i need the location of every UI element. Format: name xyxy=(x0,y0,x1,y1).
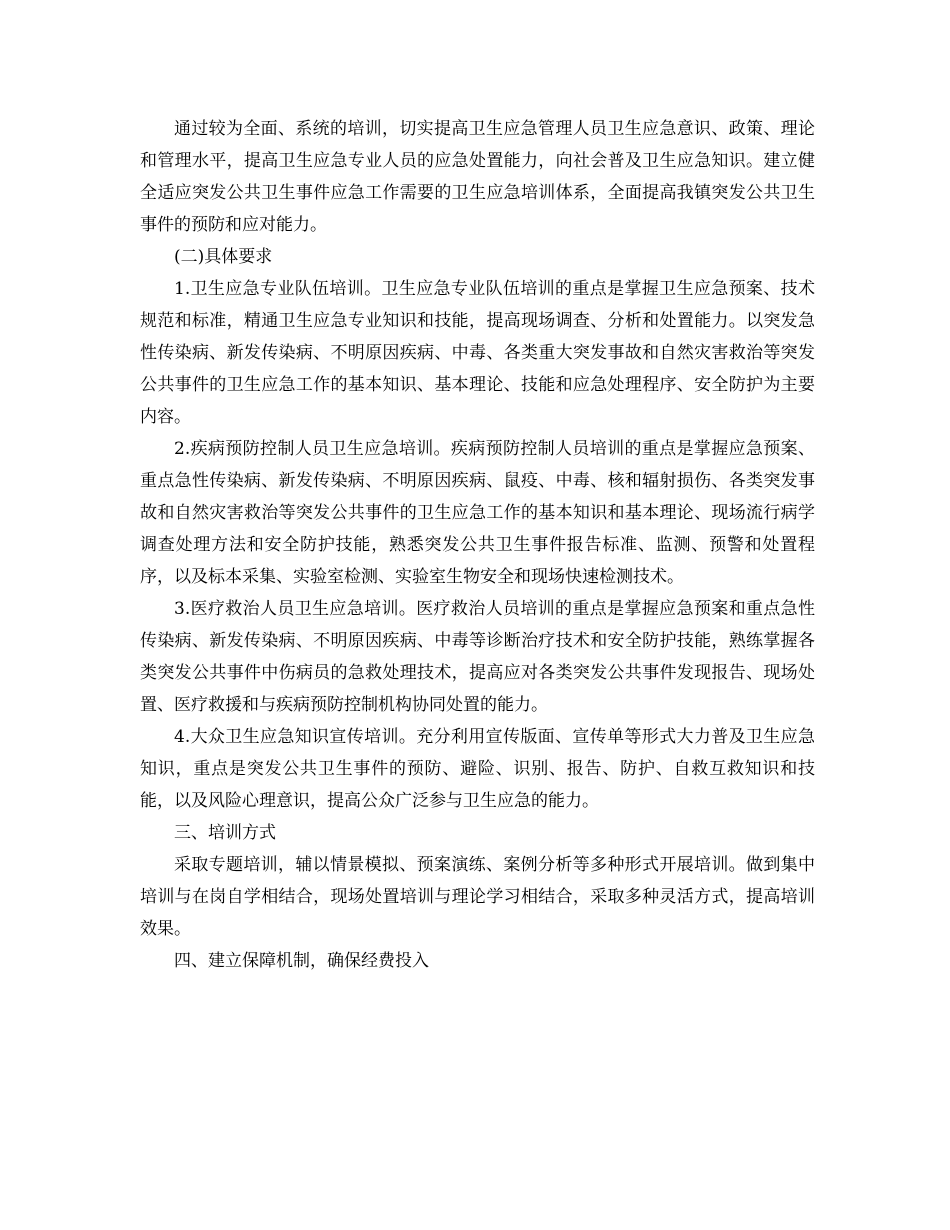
paragraph-professional-team-training: 1.卫生应急专业队伍培训。卫生应急专业队伍培训的重点是掌握卫生应急预案、技术规范和标准，精通卫生应急专业知识和技能，提高现场调查、分析和处置能力。以突发急性传染病、新发传染病、不明原因疾病、中毒、各类重大突发事故和自然灾害救治等突发公共事件的卫生应急工作的基本知识、基本理论、技能和应急处理程序、安全防护为主要内容。 xyxy=(140,279,815,427)
heading-training-methods: 三、培训方式 xyxy=(174,823,276,843)
paragraph-training-goal: 通过较为全面、系统的培训，切实提高卫生应急管理人员卫生应急意识、政策、理论和管理水平，提高卫生应急专业人员的应急处置能力，向社会普及卫生应急知识。建立健全适应突发公共卫生事件应急工作需要的卫生应急培训体系，全面提高我镇突发公共卫生事件的预防和应对能力。 xyxy=(140,119,815,235)
heading-guarantee-mechanism: 四、建立保障机制，确保经费投入 xyxy=(174,951,429,971)
document-body xyxy=(140,113,815,977)
paragraph-public-knowledge-training: 4.大众卫生应急知识宣传培训。充分利用宣传版面、宣传单等形式大力普及卫生应急知识，重点是突发公共卫生事件的预防、避险、识别、报告、防护、自救互救知识和技能，以及风险心理意识，提高公众广泛参与卫生应急的能力。 xyxy=(140,727,815,811)
heading-specific-requirements: (二)具体要求 xyxy=(174,247,273,267)
paragraph-disease-control-training: 2.疾病预防控制人员卫生应急培训。疾病预防控制人员培训的重点是掌握应急预案、重点急性传染病、新发传染病、不明原因疾病、鼠疫、中毒、核和辐射损伤、各类突发事故和自然灾害救治等突发公共事件的卫生应急工作的基本知识和基本理论、现场流行病学调查处理方法和安全防护技能，熟悉突发公共卫生事件报告标准、监测、预警和处置程序，以及标本采集、实验室检测、实验室生物安全和现场快速检测技术。 xyxy=(140,439,815,587)
paragraph-training-methods: 采取专题培训，辅以情景模拟、预案演练、案例分析等多种形式开展培训。做到集中培训与在岗自学相结合，现场处置培训与理论学习相结合，采取多种灵活方式，提高培训效果。 xyxy=(140,855,815,939)
paragraph-medical-treatment-training: 3.医疗救治人员卫生应急培训。医疗救治人员培训的重点是掌握应急预案和重点急性传染病、新发传染病、不明原因疾病、中毒等诊断治疗技术和安全防护技能，熟练掌握各类突发公共事件中伤病员的急救处理技术，提高应对各类突发公共事件发现报告、现场处置、医疗救援和与疾病预防控制机构协同处置的能力。 xyxy=(140,599,815,715)
